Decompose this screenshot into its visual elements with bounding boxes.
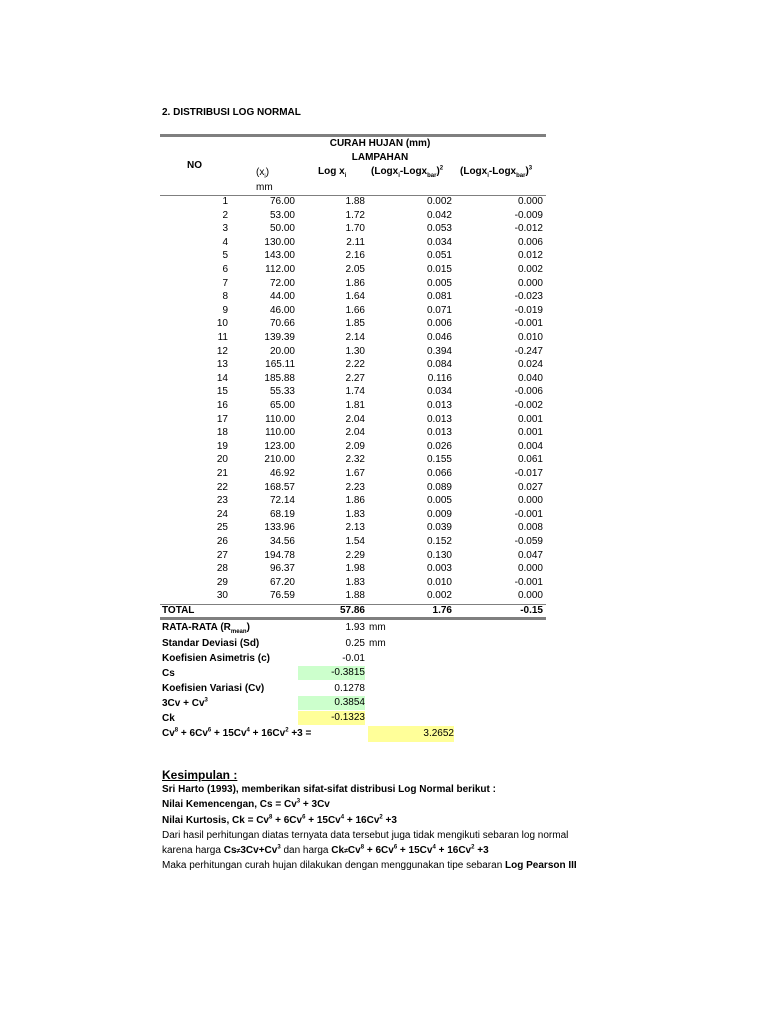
mean-unit: mm xyxy=(369,622,386,633)
sd-value: 0.25 xyxy=(345,638,365,649)
table-row xyxy=(0,550,768,564)
row-no: 23 xyxy=(216,495,228,507)
row-dev3: 0.027 xyxy=(517,481,543,493)
row-no: 8 xyxy=(222,291,228,303)
row-dev2: 0.005 xyxy=(426,277,452,289)
row-rainfall: 168.57 xyxy=(264,481,295,493)
row-no: 6 xyxy=(222,264,228,275)
table-row xyxy=(0,427,768,441)
row-dev3: 0.024 xyxy=(517,359,543,371)
row-log: 1.74 xyxy=(345,386,365,398)
row-rainfall: 139.39 xyxy=(264,332,295,343)
header-dev2: (Logx$_i$-Logx$_{bar}$)$^2$ xyxy=(371,165,444,179)
page-title: 2. DISTRIBUSI LOG NORMAL xyxy=(162,107,301,118)
row-no: 7 xyxy=(222,277,228,289)
row-no: 15 xyxy=(216,386,228,398)
row-no: 21 xyxy=(216,468,228,479)
table-row xyxy=(0,509,768,523)
row-dev3: -0.009 xyxy=(514,209,543,221)
table-row xyxy=(0,414,768,428)
row-dev3: 0.010 xyxy=(517,332,543,343)
row-rainfall: 72.14 xyxy=(269,495,295,507)
cv-label: Koefisien Variasi (Cv) xyxy=(162,683,265,694)
table-row xyxy=(0,359,768,373)
row-dev3: -0.001 xyxy=(514,576,543,588)
formula1-value: 0.3854 xyxy=(298,696,365,710)
header-dev3: (Logx$_i$-Logx$_{bar}$)$^3$ xyxy=(460,165,533,179)
row-dev2: 0.155 xyxy=(426,454,452,466)
row-rainfall: 44.00 xyxy=(269,291,295,303)
row-no: 20 xyxy=(216,454,228,466)
row-no: 10 xyxy=(216,318,228,330)
row-log: 2.04 xyxy=(345,413,365,425)
row-dev3: -0.002 xyxy=(514,400,543,411)
row-dev3: -0.019 xyxy=(514,304,543,316)
row-log: 1.54 xyxy=(345,536,365,547)
header-log: Log $x_i$ xyxy=(318,166,347,179)
table-row xyxy=(0,482,768,496)
table-row xyxy=(0,291,768,305)
row-dev3: 0.012 xyxy=(517,250,543,262)
row-dev3: 0.000 xyxy=(517,277,543,289)
sd-unit: mm xyxy=(369,638,386,649)
row-log: 1.67 xyxy=(345,468,365,479)
sd-label: Standar Deviasi (Sd) xyxy=(162,638,260,649)
row-log: 2.11 xyxy=(346,236,365,248)
table-row xyxy=(0,278,768,292)
conclusion-line-3: Nilai Kurtosis, $Ck = Cv^8 + 6Cv^6 + 15Cv^4 + 16Cv^2 +3$ xyxy=(162,814,397,826)
table-row xyxy=(0,468,768,482)
total-dev2: 1.76 xyxy=(432,605,452,616)
row-dev2: 0.130 xyxy=(426,549,452,561)
table-row xyxy=(0,386,768,400)
row-rainfall: 20.00 xyxy=(269,345,295,357)
row-rainfall: 96.37 xyxy=(269,563,295,575)
row-log: 1.64 xyxy=(345,291,365,303)
row-log: 1.98 xyxy=(345,563,365,575)
table-row xyxy=(0,454,768,468)
row-rainfall: 76.00 xyxy=(269,196,295,207)
row-dev2: 0.071 xyxy=(426,304,452,316)
table-row xyxy=(0,346,768,360)
row-dev3: 0.002 xyxy=(517,264,543,275)
row-dev3: -0.023 xyxy=(514,291,543,303)
row-log: 2.32 xyxy=(345,454,365,466)
row-no: 28 xyxy=(216,563,228,575)
table-row xyxy=(0,318,768,332)
row-rainfall: 110.00 xyxy=(265,413,295,425)
total-bottom-rule xyxy=(160,617,546,620)
row-rainfall: 53.00 xyxy=(269,209,295,221)
row-dev3: 0.008 xyxy=(517,522,543,534)
row-dev3: 0.004 xyxy=(517,440,543,452)
table-row xyxy=(0,250,768,264)
row-dev2: 0.066 xyxy=(426,468,452,479)
row-no: 24 xyxy=(216,508,228,520)
conclusion-line-6: Maka perhitungan curah hujan dilakukan dengan menggunakan tipe sebaran Log Pearson III xyxy=(162,860,577,871)
row-log: 2.22 xyxy=(345,359,365,371)
row-rainfall: 130.00 xyxy=(264,236,295,248)
conclusion-line-1: Sri Harto (1993), memberikan sifat-sifat distribusi Log Normal berikut : xyxy=(162,784,496,795)
cs-label: Cs xyxy=(162,668,175,679)
row-rainfall: 34.56 xyxy=(269,536,295,547)
row-rainfall: 194.78 xyxy=(264,549,295,561)
row-no: 5 xyxy=(222,250,228,262)
formula2-label: $Cv^8 + 6Cv^6 + 15Cv^4 + 16Cv^2 +3$ = xyxy=(162,727,312,739)
conclusion-title: Kesimpulan : xyxy=(162,768,238,782)
row-no: 11 xyxy=(217,332,228,343)
table-row xyxy=(0,196,768,210)
table-row xyxy=(0,577,768,591)
row-dev2: 0.084 xyxy=(426,359,452,371)
row-dev2: 0.394 xyxy=(426,345,452,357)
formula1-label: $3Cv + Cv^3$ xyxy=(162,697,208,709)
row-dev2: 0.034 xyxy=(426,386,452,398)
row-no: 27 xyxy=(216,549,228,561)
table-row xyxy=(0,264,768,278)
table-row xyxy=(0,332,768,346)
skew-value: -0.01 xyxy=(342,653,365,664)
row-no: 2 xyxy=(222,209,228,221)
row-no: 25 xyxy=(216,522,228,534)
row-log: 2.23 xyxy=(345,481,365,493)
row-rainfall: 185.88 xyxy=(264,372,295,384)
row-log: 2.13 xyxy=(345,522,365,534)
total-label: TOTAL xyxy=(162,605,195,616)
row-log: 1.70 xyxy=(345,223,365,235)
table-row xyxy=(0,210,768,224)
row-dev3: 0.000 xyxy=(517,590,543,602)
row-dev2: 0.053 xyxy=(426,223,452,235)
header-unit: mm xyxy=(256,182,273,193)
mean-value: 1.93 xyxy=(345,622,365,633)
row-dev3: -0.001 xyxy=(514,318,543,330)
row-dev2: 0.002 xyxy=(426,196,452,207)
row-no: 16 xyxy=(216,400,228,411)
row-dev3: 0.000 xyxy=(517,563,543,575)
mean-label: RATA-RATA $(R_{mean})$ xyxy=(162,622,250,635)
ck-value: -0.1323 xyxy=(298,711,365,725)
row-dev2: 0.009 xyxy=(426,508,452,520)
row-rainfall: 112.00 xyxy=(265,264,295,275)
row-rainfall: 68.19 xyxy=(269,508,295,520)
row-dev2: 0.010 xyxy=(426,576,452,588)
row-log: 1.86 xyxy=(345,495,365,507)
row-dev3: 0.061 xyxy=(517,454,543,466)
row-rainfall: 76.59 xyxy=(269,590,295,602)
row-log: 1.88 xyxy=(345,590,365,602)
row-no: 29 xyxy=(216,576,228,588)
row-dev2: 0.013 xyxy=(426,427,452,439)
header-sub: LAMPAHAN xyxy=(351,152,409,163)
row-dev2: 0.152 xyxy=(426,536,452,547)
row-log: 1.88 xyxy=(345,196,365,207)
row-dev3: -0.059 xyxy=(514,536,543,547)
row-rainfall: 133.96 xyxy=(264,522,295,534)
row-dev2: 0.116 xyxy=(427,372,452,384)
row-no: 17 xyxy=(216,413,228,425)
conclusion-line-4: Dari hasil perhitungan diatas ternyata data tersebut juga tidak mengikuti sebaran log normal xyxy=(162,830,569,841)
row-dev2: 0.015 xyxy=(426,264,452,275)
row-log: 2.16 xyxy=(345,250,365,262)
table-row xyxy=(0,495,768,509)
row-rainfall: 65.00 xyxy=(269,400,295,411)
row-no: 22 xyxy=(216,481,228,493)
header-main: CURAH HUJAN (mm) xyxy=(329,138,431,149)
total-dev3: -0.15 xyxy=(520,605,543,616)
table-row xyxy=(0,536,768,550)
row-no: 26 xyxy=(216,536,228,547)
skew-label: Koefisien Asimetris (c) xyxy=(162,653,270,664)
row-log: 1.72 xyxy=(345,209,365,221)
row-dev2: 0.046 xyxy=(426,332,452,343)
row-rainfall: 123.00 xyxy=(264,440,295,452)
row-dev2: 0.081 xyxy=(426,291,452,303)
formula2-value: 3.2652 xyxy=(368,726,454,742)
cs-value: -0.3815 xyxy=(298,666,365,680)
row-rainfall: 55.33 xyxy=(269,386,295,398)
row-dev3: -0.006 xyxy=(514,386,543,398)
row-dev2: 0.013 xyxy=(426,413,452,425)
table-row xyxy=(0,563,768,577)
table-row xyxy=(0,305,768,319)
row-dev3: -0.001 xyxy=(514,508,543,520)
row-dev3: 0.001 xyxy=(517,413,543,425)
total-log: 57.86 xyxy=(339,605,365,616)
row-rainfall: 46.00 xyxy=(269,304,295,316)
header-no: NO xyxy=(187,160,202,171)
table-row xyxy=(0,522,768,536)
row-log: 2.05 xyxy=(345,264,365,275)
row-log: 1.30 xyxy=(345,345,365,357)
row-no: 14 xyxy=(216,372,228,384)
table-row xyxy=(0,373,768,387)
row-log: 1.83 xyxy=(345,508,365,520)
row-dev2: 0.005 xyxy=(426,495,452,507)
row-no: 1 xyxy=(222,196,228,207)
row-dev2: 0.089 xyxy=(426,481,452,493)
row-dev3: 0.000 xyxy=(517,495,543,507)
row-dev3: 0.000 xyxy=(517,196,543,207)
row-no: 30 xyxy=(216,590,228,602)
row-rainfall: 110.00 xyxy=(265,427,295,439)
row-log: 2.27 xyxy=(345,372,365,384)
row-dev2: 0.051 xyxy=(426,250,452,262)
row-no: 9 xyxy=(222,304,228,316)
conclusion-line-5: karena harga $Cs\ne 3Cv+Cv^3$ dan harga $Ck\ne Cv^8 + 6Cv^6 + 15Cv^4 + 16Cv^2 +3$ xyxy=(162,844,489,856)
row-log: 1.86 xyxy=(345,277,365,289)
row-no: 4 xyxy=(222,236,228,248)
row-log: 2.14 xyxy=(345,332,365,343)
header-xi: $(x_i)$ xyxy=(256,167,270,180)
row-rainfall: 67.20 xyxy=(269,576,295,588)
table-row xyxy=(0,223,768,237)
row-dev2: 0.034 xyxy=(426,236,452,248)
table-top-rule xyxy=(160,134,546,137)
row-no: 18 xyxy=(216,427,228,439)
row-rainfall: 46.92 xyxy=(269,468,295,479)
row-dev2: 0.003 xyxy=(426,563,452,575)
row-dev2: 0.039 xyxy=(426,522,452,534)
row-dev2: 0.013 xyxy=(426,400,452,411)
row-no: 3 xyxy=(222,223,228,235)
row-rainfall: 72.00 xyxy=(269,277,295,289)
row-log: 1.85 xyxy=(345,318,365,330)
row-rainfall: 70.66 xyxy=(269,318,295,330)
row-log: 2.09 xyxy=(345,440,365,452)
row-dev2: 0.006 xyxy=(426,318,452,330)
row-dev3: -0.012 xyxy=(514,223,543,235)
row-rainfall: 165.11 xyxy=(265,359,295,371)
row-dev2: 0.002 xyxy=(426,590,452,602)
row-dev3: -0.017 xyxy=(514,468,543,479)
row-no: 12 xyxy=(216,345,228,357)
row-rainfall: 210.00 xyxy=(264,454,295,466)
table-row xyxy=(0,400,768,414)
row-dev3: 0.040 xyxy=(517,372,543,384)
row-log: 2.04 xyxy=(345,427,365,439)
table-row xyxy=(0,590,768,604)
conclusion-line-2: Nilai Kemencengan, $Cs = Cv^3 + 3Cv$ xyxy=(162,798,330,810)
row-dev3: 0.006 xyxy=(517,236,543,248)
row-dev3: 0.001 xyxy=(517,427,543,439)
row-rainfall: 50.00 xyxy=(269,223,295,235)
row-no: 13 xyxy=(216,359,228,371)
ck-label: Ck xyxy=(162,713,175,724)
row-rainfall: 143.00 xyxy=(264,250,295,262)
row-log: 1.83 xyxy=(345,576,365,588)
row-dev2: 0.026 xyxy=(426,440,452,452)
row-log: 2.29 xyxy=(345,549,365,561)
cv-value: 0.1278 xyxy=(334,683,365,694)
row-dev3: -0.247 xyxy=(514,345,543,357)
row-log: 1.81 xyxy=(345,400,365,411)
row-dev2: 0.042 xyxy=(426,209,452,221)
row-log: 1.66 xyxy=(345,304,365,316)
row-dev3: 0.047 xyxy=(517,549,543,561)
row-no: 19 xyxy=(216,440,228,452)
table-row xyxy=(0,237,768,251)
table-row xyxy=(0,441,768,455)
